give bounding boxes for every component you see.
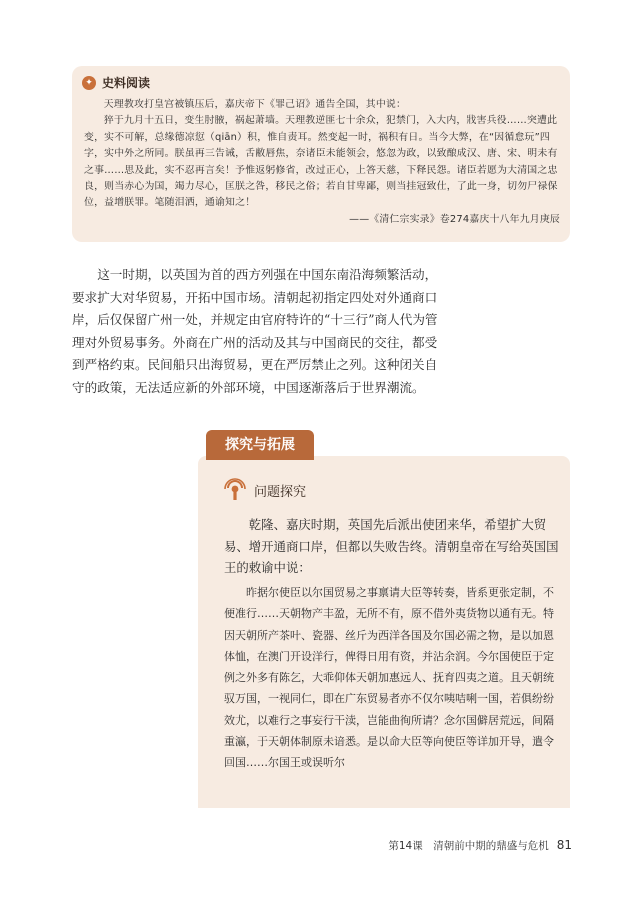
question-intro: 乾隆、嘉庆时期，英国先后派出使团来华，希望扩大贸易、增开通商口岸，但都以失败告终。清朝皇帝在写给英国国王的敕谕中说： (224, 517, 559, 576)
edict-quote: 昨据尔使臣以尔国贸易之事禀请大臣等转奏，皆系更张定制，不便准行……天朝物产丰盈，无所不有，原不借外夷货物以通有无。特因天朝所产茶叶、瓷器、丝斤为西洋各国及尔国必需之物，是以加恩体恤，在澳门开设洋行，俾得日用有资，并沾余润。今尔国使臣于定例之外多有陈乞，大乖仰体天朝加惠远人、抚育四夷之道。且天朝统驭万国，一视同仁，即在广东贸易者亦不仅尔咦咭唎一国，若俱纷纷效尤，以难行之事妄行干渎，岂能曲徇所请？念尔国僻居荒远，间隔重瀛，于天朝体制原未谙悉。是以命大臣等向使臣等详加开导，遣令回国……尔国王或误听尔 (224, 586, 554, 770)
historical-reading-intro: 天理教攻打皇宫被镇压后，嘉庆帝下《罪己诏》通告全国，其中说： (103, 99, 407, 110)
question-header (224, 478, 306, 502)
historical-reading-source: ——《清仁宗实录》卷274嘉庆十八年九月庚辰 (349, 213, 560, 225)
historical-reading-title: 史料阅读 (102, 76, 151, 90)
page-number: 81 (556, 838, 572, 852)
historical-reading-text (84, 97, 560, 228)
scroll-icon: ✦ (82, 76, 96, 90)
historical-reading-header (82, 74, 150, 91)
page-footer (380, 838, 572, 853)
lesson-title: 第14课 清朝前中期的鼎盛与危机 (388, 840, 549, 852)
main-paragraph: 这一时期，以英国为首的西方列强在中国东南沿海频繁活动，要求扩大对华贸易，开拓中国市场。清朝起初指定四处对外通商口岸，后仅保留广州一处，并规定由官府特许的“十三行”商人代为管理对外贸易事务。外商在广州的活动及其与中国商民的交往，都受到严格约束。民间船只出海贸易，更在严厉禁止之列。这种闭关自守的政策，无法适应新的外部环境，中国逐渐落后于世界潮流。 (72, 267, 438, 395)
question-bulb-icon (224, 478, 246, 502)
historical-reading-box (72, 66, 570, 242)
question-title: 问题探究 (254, 484, 307, 500)
explore-tab: 探究与拓展 (206, 430, 314, 460)
historical-reading-quote: 猝于九月十五日，变生肘腋，祸起萧墙。天理教逆匪七十余众，犯禁门，入大内，戕害兵役……突遭此变，实不可解，总缘德凉愆（qiān）积，惟自责耳。然变起一时，祸积有日。当今大弊，在“因循怠玩”四字，实中外之所同。朕虽再三告诫，舌敝唇焦，奈诸臣未能领会，悠忽为政，以致酿成汉、唐、宋、明未有之事……思及此，实不忍再言矣！予惟返躬修省，改过正心，上答天慈，下释民怨。诸臣若愿为大清国之忠良，则当赤心为国，竭力尽心，匡朕之咎，移民之俗；若自甘卑鄙，则当挂冠致仕，了此一身，切勿尸禄保位，益增朕罪。笔随泪洒，通谕知之！ (84, 115, 558, 209)
